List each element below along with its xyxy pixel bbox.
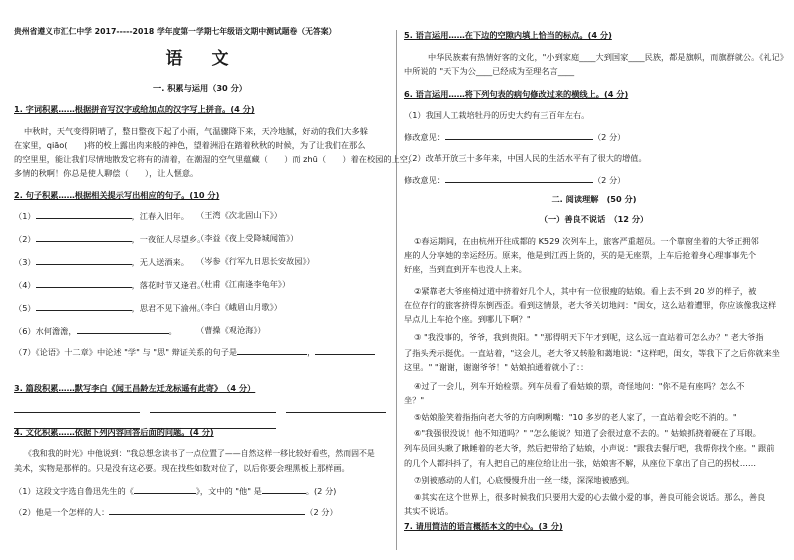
- reading-line: 列车员回头瞅了瞅睡着的老大爷，然后把带给了姑娘，小声说："跟我去餐厅吧，我帮你找个座。" 跟前: [404, 443, 775, 453]
- q4-paragraph-line: 《我和我的时光》中他说到："我总想念读书了一点位置了——自然这样一移比较好看些，然而固不是: [24, 449, 375, 458]
- answer-line[interactable]: [150, 404, 276, 413]
- answer-blank[interactable]: [36, 233, 132, 242]
- q4-subquestion-text: 》，文中的 "他" 是: [195, 486, 262, 496]
- q2-line-3: [14, 256, 189, 267]
- reading-line: 好座，当到直到开车也没人上来。: [404, 264, 527, 274]
- q2-line-text: ，江春入旧年。: [131, 211, 189, 221]
- q6-score: （2 分）: [592, 132, 626, 142]
- q4-subquestion-1: [14, 485, 336, 496]
- reading-line: ⑦别被感动的人们，心底慢慢升出一丝一缕，深深地被感到。: [414, 475, 635, 485]
- reading-line: ⑥"我强很没说！他不知道吗？" "怎么能说？知道了会很过意不去的。" 姑娘抓挠着硬在了耳眼。: [414, 428, 761, 438]
- q5-title: 5. 语言运用……在下边的空隙内填上恰当的标点。(4 分): [404, 30, 612, 40]
- answer-blank[interactable]: [445, 174, 593, 183]
- q2-line-source: （李白《峨眉山月歌》）: [196, 302, 282, 312]
- q2-line-source: （李益《夜上受降城闻笛》）: [196, 233, 299, 243]
- q1-paragraph-line: 的空里里，能让我们尽情地散发它将有的清着，在潮湿的空气里蕴藏（ ）而 zhū（ ）着在校园的上空，: [14, 154, 417, 164]
- reading-line: ⑤姑娘脸笑着指指向老大爷的方向咧咧嘴："10 多岁的老人家了，一直站着会吃不消的。": [414, 412, 737, 422]
- q2-line-source: （曹操《观沧海》）: [196, 325, 266, 335]
- reading-line: 了指头秃示挺优。一直站着，"这会儿，老大爷又转脸和蔼地说："这样吧，闺女，等我下了之后你就来坐: [404, 348, 780, 358]
- q2-line-text: ，一夜征人尽望乡。: [131, 234, 206, 244]
- q1-title: 1. 字词积累……根据拼音写汉字或给加点的汉字写上拼音。(4 分): [14, 104, 255, 114]
- q2-line-source: （王湾《次北固山下》）: [196, 210, 282, 220]
- part-one-heading: 一. 积累与运用（30 分）: [153, 83, 247, 93]
- q4-paragraph-line: 美术，实物是那样的。只是没有这必要。现在找些如数对位了，以后你要会理黑板上那样画。: [14, 463, 350, 473]
- q6-score: （2 分）: [592, 175, 626, 185]
- answer-blank[interactable]: [36, 210, 132, 219]
- q5-paragraph-line: 中华民族素有热情好客的文化，"小到家庭____大到国家____民族，都是旗帜，而旗群就公。《礼记》: [428, 52, 788, 62]
- q4-subquestion-text: （1）这段文字选自鲁迅先生的《: [14, 486, 134, 496]
- part-two-heading: 二. 阅读理解 (50 分): [551, 194, 637, 204]
- reading-line: 这里。" "谢谢，谢谢爷爷！" 姑娘拍通着就小了：：: [404, 362, 589, 372]
- answer-blank[interactable]: [36, 302, 132, 311]
- q2-line-4: [14, 279, 205, 290]
- q6-edit-label: 修改意见：: [404, 132, 445, 142]
- document-title: 贵州省遵义市汇仁中学 2017-----2018 学年度第一学期七年级语文期中测试题卷（无答案）: [14, 27, 337, 36]
- answer-blank[interactable]: [262, 485, 306, 494]
- q2-line-text: （6）水何澹澹，: [14, 326, 77, 336]
- q3-title: 3. 篇段积累……默写李白《闻王昌龄左迁龙标遥有此寄》 （4 分）: [14, 383, 256, 393]
- q2-line-number: （3）: [14, 257, 36, 267]
- q4-subquestion-score: （2 分）: [305, 507, 338, 517]
- q6-edit-label: 修改意见：: [404, 175, 445, 185]
- q1-paragraph-line: 多情的秋啊！你总是使人聊偿（ ），让人惬意。: [14, 168, 199, 178]
- q6-title: 6. 语言运用……将下列句表的病句修改过来的横线上。(4 分): [404, 89, 629, 99]
- answer-blank[interactable]: [109, 506, 305, 515]
- q5-paragraph-line: 中所说的 "天下为公____已经成为至理名言____: [404, 66, 575, 76]
- column-divider: [396, 30, 397, 550]
- answer-blank[interactable]: [237, 346, 307, 355]
- q2-line-1: [14, 210, 189, 221]
- q2-line-text: ，: [307, 347, 316, 357]
- answer-blank[interactable]: [315, 346, 375, 355]
- q7-title: 7. 请用简洁的语言概括本文的中心。(3 分): [404, 521, 563, 531]
- q6-sentence-1: （1）我国人工栽培牡丹的历史大约有三百年左右。: [404, 110, 590, 120]
- answer-line[interactable]: [14, 404, 140, 413]
- subject-heading: 语 文: [165, 49, 235, 69]
- q2-line-text: ，思君不见下渝州。: [131, 303, 206, 313]
- q2-line-text: 。: [168, 326, 177, 336]
- answer-blank[interactable]: [134, 485, 196, 494]
- reading-line: 座的人分享她的幸运经历。原来，他是到江西上货的，买的是无座票，上车后抢着身心理事事先个: [404, 250, 757, 260]
- q4-subquestion-text: （2）他是一个怎样的人：: [14, 507, 110, 517]
- reading-line: 其实不说话。: [404, 506, 454, 516]
- q2-line-5: [14, 302, 205, 313]
- reading-line: ②紧靠老大爷座椅过道中挤着好几个人，其中有一位很瘦的姑娘。看上去不到 20 岁的样子，被: [414, 286, 757, 296]
- q2-line-number: （1）: [14, 211, 36, 221]
- reading-line: 在位存行的旅客挤得东倒西歪。看到这情景，老大爷关切地问："闺女，这么站着遭罪，你应该像我这样: [404, 300, 777, 310]
- q2-line-text: ，落花时节又逢君。: [131, 280, 206, 290]
- answer-blank[interactable]: [36, 256, 132, 265]
- q2-line-text: ，无人送酒来。: [131, 257, 189, 267]
- q4-title: 4. 文化积累……依据下列内容回答后面的问题。(4 分): [14, 427, 214, 437]
- reading-line: 坐？": [404, 395, 425, 405]
- reading-title: （一）善良不说话 （12 分）: [539, 214, 649, 224]
- q2-line-source: （岑参《行军九日思长安故园》）: [196, 256, 315, 266]
- q2-line-7: [14, 346, 375, 357]
- q2-line-number: （5）: [14, 303, 36, 313]
- q2-title: 2. 句子积累……根据相关提示写出相应的句子。(10 分): [14, 190, 220, 200]
- q6-edit-line-2: [404, 174, 625, 185]
- answer-line[interactable]: [286, 404, 386, 413]
- q2-line-source: （杜甫《江南逢李龟年》）: [196, 279, 291, 289]
- reading-line: ⑧其实在这个世界上，很多时候我们只要用大爱的心去做小爱的事，善良可能会说话。那么，善良: [414, 492, 766, 502]
- q2-line-6: [14, 325, 177, 336]
- answer-blank[interactable]: [36, 279, 132, 288]
- q4-subquestion-score: 。(2 分): [305, 486, 337, 496]
- reading-line: 早点儿上车抢个座。到哪儿下啊？": [404, 314, 531, 324]
- q1-paragraph-line: 在家里，qiāo( )将的校上露出肉来般的神色，望着洲沿在踏着秋秋的时候，为了让我们在那么: [14, 140, 366, 150]
- q2-line-number: （4）: [14, 280, 36, 290]
- reading-line: ③ "我没事的，爷爷，我到贵阳。" "那得明天下午才到呢，这么远一直站着可怎么办？" 老大爷指: [414, 332, 764, 342]
- q6-edit-line-1: [404, 131, 625, 142]
- q2-line-text: （7）《论语》十二章》中论述 "学" 与 "思" 辩证关系的句子是: [14, 347, 238, 357]
- q4-subquestion-2: [14, 506, 338, 517]
- q1-paragraph-line: 中秋时，天气变得阴晴了，整日整夜下起了小雨，气温骤降下来，天冷地腻，好动的我们大多躲: [24, 126, 368, 136]
- q2-line-number: （2）: [14, 234, 36, 244]
- reading-line: ④过了一会儿，列车开始检票。列车员看了看姑娘的票，奇怪地问："你不是有座吗？怎么不: [414, 381, 745, 391]
- q2-line-2: [14, 233, 205, 244]
- q6-sentence-2: （2）改革开放三十多年来，中国人民的生活水平有了很大的增值。: [404, 153, 647, 163]
- answer-blank[interactable]: [77, 325, 169, 334]
- reading-line: 的几个人都抖抖了，有人把自己的座位给让出一张，姑娘害不解，从座位下拿出了自己的拐杖……: [404, 458, 757, 468]
- answer-blank[interactable]: [445, 131, 593, 140]
- reading-line: ①春运期间，在由杭州开往成都的 K529 次列车上，旅客严重超员。一个靠窗坐着的大爷正拥邻: [414, 236, 759, 246]
